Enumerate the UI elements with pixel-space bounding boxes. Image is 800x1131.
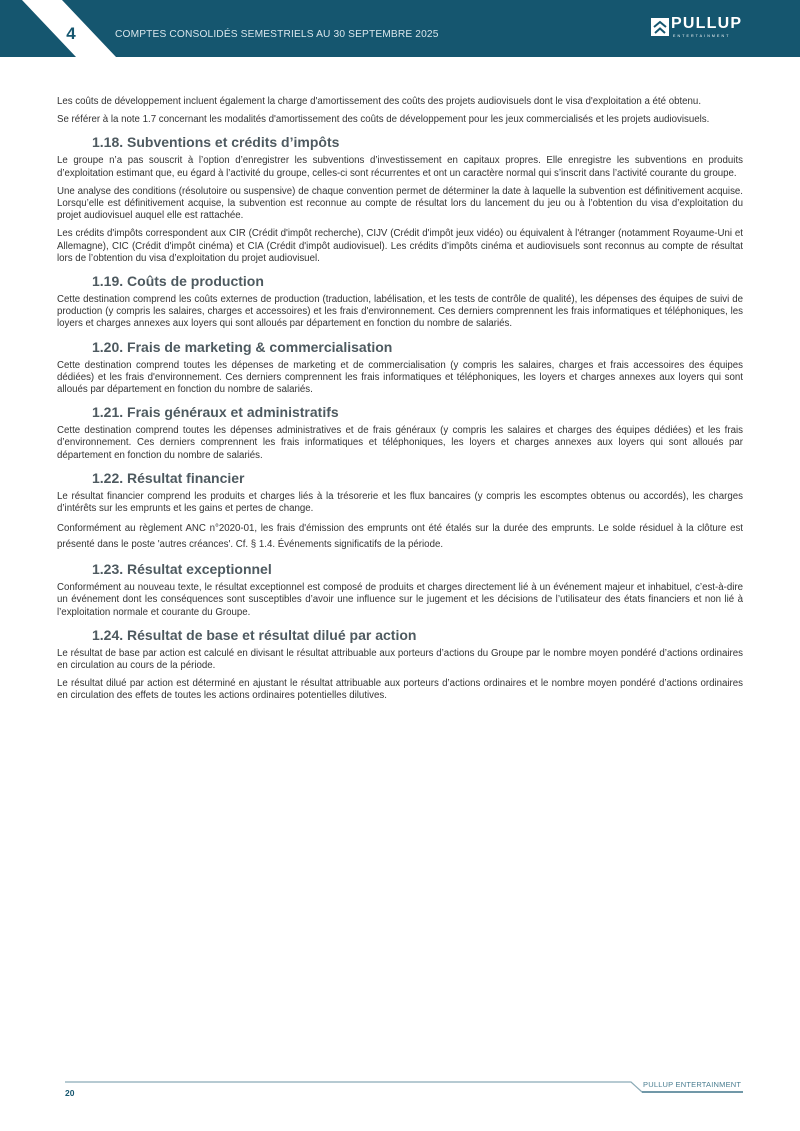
paragraph: Conformément au règlement ANC n°2020-01, les frais d'émission des emprunts ont été étalés sur la durée des emprunts. Le solde résiduel à la clôture est présenté dans le poste 'autres créances'. Cf. § 1.4. Événements significatifs de la période. (57, 523, 743, 551)
paragraph: Conformément au nouveau texte, le résultat exceptionnel est composé de produits et charges directement lié à un événement majeur et inhabituel, c’est-à-dire un événement dont les conséquences sont susceptibles d’avoir une influence sur le jugement et les décisions de l’utilisateur des états financiers et non lié à l’exploitation normale et courante du Groupe. (57, 582, 743, 618)
paragraph: Le résultat de base par action est calculé en divisant le résultat attribuable aux porteurs d’actions du Groupe par le nombre moyen pondéré d’actions ordinaires en circulation au cours de la période. (57, 647, 743, 672)
section-heading-1-24: 1.24. Résultat de base et résultat dilué par action (92, 626, 417, 643)
paragraph: Le résultat dilué par action est déterminé en ajustant le résultat attribuable aux porteurs d’actions ordinaires et le nombre moyen pondéré d’actions ordinaires en circulation des effets de toutes les actions ordinaires potentielles dilutives. (57, 678, 743, 702)
section-heading-1-20: 1.20. Frais de marketing & commercialisation (92, 338, 393, 355)
section-heading-1-19: 1.19. Coûts de production (92, 273, 264, 290)
paragraph: Les coûts de développement incluent également la charge d'amortissement des coûts des projets audiovisuels dont le visa d'exploitation a été obtenu. (57, 96, 702, 107)
paragraph: Cette destination comprend toutes les dépenses administratives et de frais généraux (y compris les salaires et charges des équipes dédiées) et les frais d’environnement. Ces derniers comprennent les frais informatiques et téléphoniques, les loyers et charges annexes aux loyers qui sont alloués par département en fonction du nombre de salariés. (57, 425, 743, 461)
paragraph: Se référer à la note 1.7 concernant les modalités d'amortissement des coûts de développement pour les jeux commercialisés et les projets audiovisuels. (57, 114, 710, 126)
pullup-logo (651, 15, 746, 42)
document-title: COMPTES CONSOLIDÉS SEMESTRIELS AU 30 SEPTEMBRE 2025 (115, 29, 439, 40)
logo-wordmark: PULLUP (671, 15, 743, 32)
paragraph: Les crédits d'impôts correspondent aux CIR (Crédit d'impôt recherche), CIJV (Crédit d'impôt jeux vidéo) ou équivalent à l'étranger (notamment Royaume-Uni et Allemagne), CIC (Crédit d'impôt cinéma) et CIA (Crédit d'impôt audiovisuel). Les crédits d’impôts cinéma et audiovisuels sont reconnus au compte de résultat lors de l’obtention du visa d’exploitation du projet audiovisuel. (57, 228, 743, 264)
footer-brand: PULLUP ENTERTAINMENT (643, 1080, 742, 1089)
document-body (57, 96, 743, 709)
section-heading-1-21: 1.21. Frais généraux et administratifs (92, 404, 339, 421)
paragraph: Cette destination comprend toutes les dépenses de marketing et de commercialisation (y compris les salaires, charges et frais accessoires des équipes dédiées) et les frais d'environnement. Ces derniers comprennent les frais informatiques et téléphoniques, les loyers et charges annexes aux loyers qui sont alloués par département en fonction du nombre de salariés. (57, 359, 743, 396)
section-heading-1-22: 1.22. Résultat financier (92, 469, 245, 486)
section-heading-1-18: 1.18. Subventions et crédits d’impôts (92, 134, 340, 151)
page-number: 20 (65, 1088, 75, 1098)
paragraph: Le groupe n’a pas souscrit à l’option d’enregistrer les subventions d’investissement en capitaux propres. Elle enregistre les subventions en produits d’exploitation estimant que, eu égard à l’activité du groupe, celles-ci sont récurrentes et ont un caractère normal qui s’inscrit dans l’activité courante du groupe. (57, 155, 743, 179)
paragraph: Le résultat financier comprend les produits et charges liés à la trésorerie et les flux bancaires (y compris les escomptes obtenus ou accordés), les charges d’intérêts sur les emprunts et les gains et pertes de change. (57, 490, 743, 515)
paragraph: Cette destination comprend les coûts externes de production (traduction, labélisation, et les tests de contrôle de qualité), les dépenses des équipes de suivi de production (y compris les salaires, charges et accessoires) et les frais d'environnement. Ces derniers comprennent les frais informatiques et téléphoniques, les loyers et charges annexes aux loyers qui sont alloués par département en fonction du nombre de salariés. (57, 294, 743, 330)
pullup-chevron-logo-icon (651, 18, 669, 36)
page-header (0, 0, 800, 57)
chapter-number: 4 (66, 24, 76, 43)
paragraph: Une analyse des conditions (résolutoire ou suspensive) de chaque convention permet de déterminer la date à laquelle la subvention est définitivement acquise. Lorsqu’elle est définitivement acquise, la subvention est reconnue au compte de résultat lors du lancement du jeu ou à l’obtention du visa d’exploitation du projet audiovisuel auquel elle est rattachée. (57, 185, 743, 222)
logo-subtext: ENTERTAINMENT (673, 34, 731, 38)
section-heading-1-23: 1.23. Résultat exceptionnel (92, 561, 272, 578)
